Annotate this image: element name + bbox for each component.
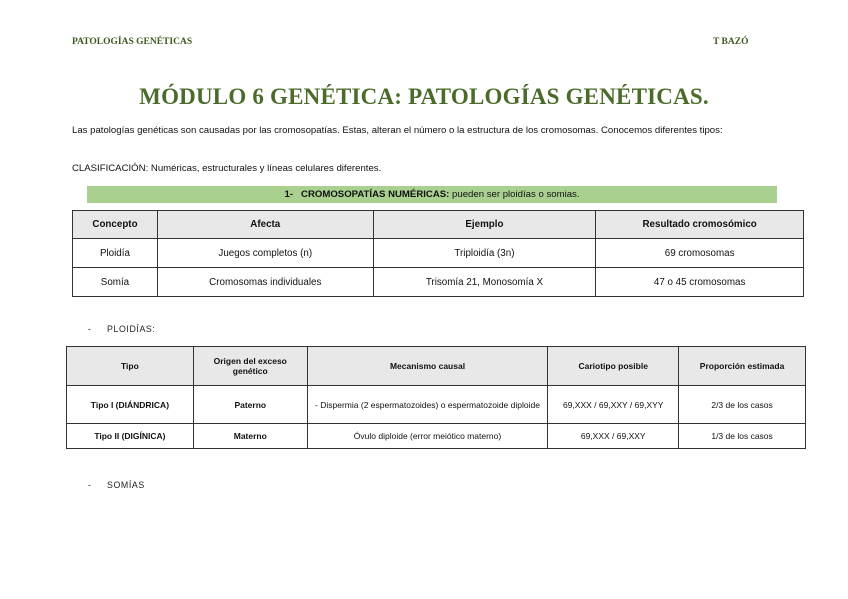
section-text: pueden ser ploidías o somias. [452, 189, 580, 200]
table-header-cell: Tipo [67, 347, 194, 386]
table-header-cell: Concepto [73, 211, 158, 239]
bullet-dash: - [88, 324, 92, 334]
table-cell: Materno [193, 424, 307, 449]
table-header-cell: Cariotipo posible [548, 347, 679, 386]
header-left: PATOLOGÍAS GENÉTICAS [72, 37, 193, 47]
table-cell: 1/3 de los casos [679, 424, 806, 449]
table-header-cell: Origen del exceso genético [193, 347, 307, 386]
table-cell: Paterno [193, 386, 307, 424]
bullet-dash: - [88, 480, 92, 490]
table-cell: 47 o 45 cromosomas [596, 268, 804, 297]
bullet-ploidias [88, 324, 155, 334]
table-cell: Tipo I (DIÁNDRICA) [67, 386, 194, 424]
bullet-text: PLOIDÍAS: [107, 324, 156, 334]
section-number: 1- [284, 189, 294, 200]
section-heading-bar [87, 186, 777, 203]
table-cell: 69,XXX / 69,XXY / 69,XYY [548, 386, 679, 424]
bullet-somias [88, 480, 145, 490]
table-header-cell: Afecta [157, 211, 373, 239]
table-row [67, 386, 806, 424]
clasificacion-line: CLASIFICACIÓN: Numéricas, estructurales y líneas celulares diferentes. [72, 163, 382, 174]
table-header-cell: Proporción estimada [679, 347, 806, 386]
table-cell: Juegos completos (n) [157, 239, 373, 268]
header-right: T BAZÓ [713, 37, 749, 47]
page-title: MÓDULO 6 GENÉTICA: PATOLOGÍAS GENÉTICAS. [139, 84, 709, 109]
ploidias-table [66, 346, 806, 449]
section-heading: CROMOSOPATÍAS NUMÉRICAS: [301, 189, 450, 200]
intro-paragraph: Las patologías genéticas son causadas por las cromosopatías. Estas, alteran el número o la estructura de los cromosomas. Conocemos diferentes tipos: [72, 125, 723, 136]
table-cell: Trisomía 21, Monosomía X [373, 268, 596, 297]
table-header-cell: Resultado cromosómico [596, 211, 804, 239]
table-cell: Cromosomas individuales [157, 268, 373, 297]
table-cell: Óvulo diploide (error meiótico materno) [307, 424, 548, 449]
table-cell: 69,XXX / 69,XXY [548, 424, 679, 449]
table-row [73, 239, 804, 268]
table-cell: 2/3 de los casos [679, 386, 806, 424]
table-cell: Somía [73, 268, 158, 297]
table-cell: 69 cromosomas [596, 239, 804, 268]
table-header-cell: Mecanismo causal [307, 347, 548, 386]
table-cell: Triploidía (3n) [373, 239, 596, 268]
cromosopatias-table [72, 210, 804, 297]
table-header-row [73, 211, 804, 239]
table-row [73, 268, 804, 297]
bullet-text: SOMÍAS [107, 480, 145, 490]
table-header-cell: Ejemplo [373, 211, 596, 239]
table-header-row [67, 347, 806, 386]
table-cell: - Dispermia (2 espermatozoides) o espermatozoide diploide [307, 386, 548, 424]
table-cell: Tipo II (DIGÍNICA) [67, 424, 194, 449]
table-cell: Ploidía [73, 239, 158, 268]
table-row [67, 424, 806, 449]
